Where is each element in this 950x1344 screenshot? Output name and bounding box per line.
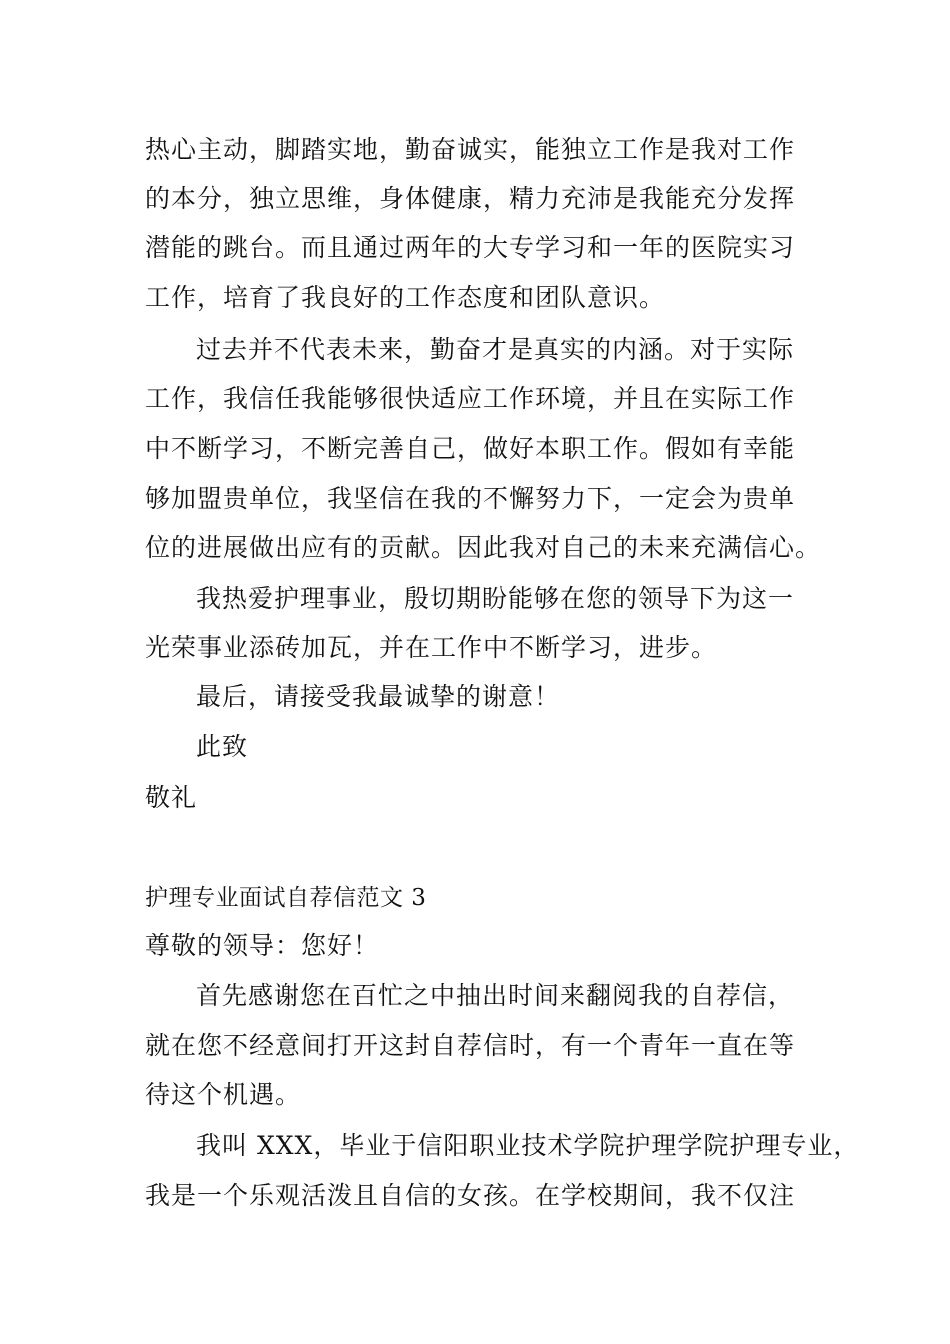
closing-thanks: 最后，请接受我最诚挚的谢意！: [196, 682, 561, 711]
paragraph-3-line-1: 我热爱护理事业，殷切期盼能够在您的领导下为这一: [196, 584, 795, 613]
paragraph-2-line-5: 位的进展做出应有的贡献。因此我对自己的未来充满信心。: [145, 533, 822, 562]
closing-jingli: 敬礼: [145, 783, 198, 812]
paragraph-1-line-3: 潜能的跳台。而且通过两年的大专学习和一年的医院实习: [145, 233, 796, 262]
closing-cizhi: 此致: [196, 732, 249, 761]
paragraph-1-line-4: 工作，培育了我良好的工作态度和团队意识。: [145, 283, 666, 312]
paragraph-4-line-3: 待这个机遇。: [145, 1080, 302, 1109]
salutation: 尊敬的领导：您好！: [145, 931, 380, 960]
paragraph-5-line-2: 我是一个乐观活泼且自信的女孩。在学校期间，我不仅注: [145, 1181, 796, 1210]
paragraph-4-line-1: 首先感谢您在百忙之中抽出时间来翻阅我的自荐信，: [196, 981, 795, 1010]
paragraph-1-line-1: 热心主动，脚踏实地，勤奋诚实，能独立工作是我对工作: [145, 135, 796, 164]
section-title: 护理专业面试自荐信范文 3: [145, 885, 427, 911]
paragraph-2-line-1: 过去并不代表未来，勤奋才是真实的内涵。对于实际: [196, 335, 795, 364]
paragraph-3-line-2: 光荣事业添砖加瓦，并在工作中不断学习，进步。: [145, 633, 718, 662]
paragraph-4-line-2: 就在您不经意间打开这封自荐信时，有一个青年一直在等: [145, 1031, 796, 1060]
paragraph-2-line-2: 工作，我信任我能够很快适应工作环境，并且在实际工作: [145, 384, 796, 413]
paragraph-5-line-1: 我叫 XXX，毕业于信阳职业技术学院护理学院护理专业，: [196, 1131, 860, 1160]
paragraph-1-line-2: 的本分，独立思维，身体健康，精力充沛是我能充分发挥: [145, 184, 796, 213]
paragraph-2-line-3: 中不断学习，不断完善自己，做好本职工作。假如有幸能: [145, 434, 796, 463]
paragraph-2-line-4: 够加盟贵单位，我坚信在我的不懈努力下，一定会为贵单: [145, 484, 796, 513]
